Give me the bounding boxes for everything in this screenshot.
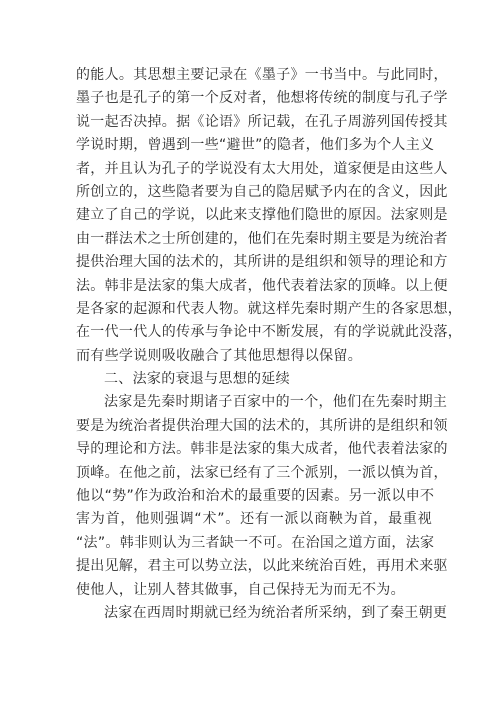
text-line: 在一代一代人的传承与争论中不断发展，有的学说就此没落，	[76, 324, 463, 341]
text-line: 者，并且认为孔子的学说没有太大用处，道家便是由这些人	[76, 160, 448, 177]
text-line: 导的理论和方法。韩非是法家的集大成者，他代表着法家的	[76, 441, 448, 458]
text-line: 说一起否决掉。据《论语》所记载，在孔子周游列国传授其	[76, 113, 448, 130]
text-line: 法家在西周时期就已经为统治者所采纳，到了秦王朝更	[104, 604, 448, 621]
text-line: 建立了自己的学说，以此来支撑他们隐世的原因。法家则是	[76, 207, 448, 224]
text-line: 的能人。其思想主要记录在《墨子》一书当中。与此同时，	[76, 67, 448, 83]
text-line: 由一群法术之士所创建的，他们在先秦时期主要是为统治者	[76, 230, 448, 247]
text-line: 害为首，他则强调“术”。还有一派以商鞅为首，最重视	[76, 511, 432, 528]
text-line: 所创立的，这些隐者要为自己的隐居赋予内在的含义，因此	[76, 183, 448, 200]
text-line: 他以“势”作为政治和治术的最重要的因素。另一派以申不	[76, 488, 435, 505]
text-line: 是各家的起源和代表人物。就这样先秦时期产生的各家思想，	[76, 300, 463, 317]
text-line: 提出见解，君主可以势立法，以此来统治百姓，再用术来驱	[76, 558, 448, 575]
text-line: 法家是先秦时期诸子百家中的一个，他们在先秦时期主	[104, 394, 448, 411]
text-line: 顶峰。在他之前，法家已经有了三个派别，一派以慎为首，	[76, 464, 448, 481]
document-body	[76, 64, 463, 625]
text-line: “法”。韩非则认为三者缺一不可。在治国之道方面，法家	[76, 534, 435, 551]
text-line: 要是为统治者提供治理大国的法术的，其所讲的是组织和领	[76, 417, 448, 434]
text-line: 提供治理大国的法术的，其所讲的是组织和领导的理论和方	[76, 254, 448, 271]
text-line: 墨子也是孔子的第一个反对者，他想将传统的制度与孔子学	[76, 90, 448, 107]
text-line: 学说时期，曾遇到一些“避世”的隐者，他们多为个人主义	[76, 137, 435, 154]
text-line: 法。韩非是法家的集大成者，他代表着法家的顶峰。以上便	[76, 277, 448, 294]
section-heading: 二、法家的衰退与思想的延续	[104, 371, 290, 388]
text-line: 而有些学说则吸收融合了其他思想得以保留。	[76, 347, 362, 364]
text-line: 使他人，让别人替其做事，自己保持无为而无不为。	[76, 581, 405, 598]
